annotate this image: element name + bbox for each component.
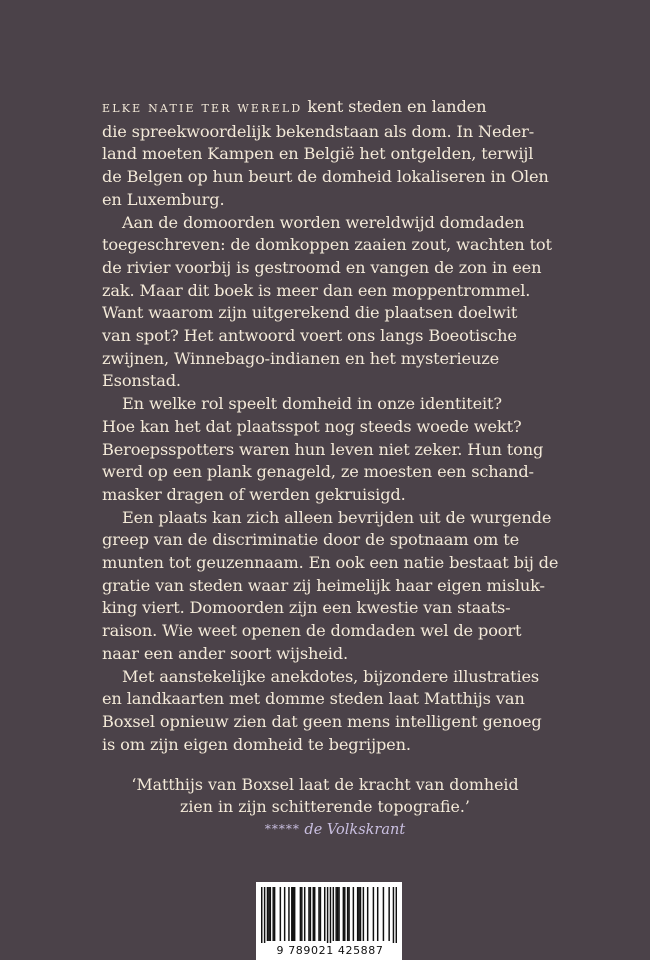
barcode-bar: [314, 887, 315, 941]
text-line: Aan de domoorden worden wereldwijd domdaden: [122, 212, 525, 232]
barcode-bar: [267, 887, 268, 941]
barcode-bar: [383, 887, 384, 941]
quote-source: [0, 818, 650, 841]
text-line: raison. Wie weet openen de domdaden wel de poort: [102, 621, 522, 641]
paragraph-domdaden: [102, 212, 560, 394]
intro-line: die spreekwoordelijk bekendstaan als dom. In Neder-: [102, 121, 535, 141]
text-line: munten tot geuzennaam. En ook een natie bestaat bij de: [102, 553, 559, 573]
isbn-number: 9 789021 425887: [276, 944, 384, 957]
barcode-bar: [363, 887, 364, 941]
barcode-bar: [261, 887, 262, 943]
barcode-bar: [396, 887, 397, 943]
barcode-bar: [268, 887, 269, 941]
barcode-bar: [313, 887, 314, 941]
barcode-bar: [388, 887, 389, 941]
quote-line: ‘Matthijs van Boxsel laat de kracht van domheid: [131, 775, 519, 794]
rating-stars: *****: [264, 822, 300, 836]
barcode-bar: [294, 887, 295, 941]
barcode-bar: [353, 887, 354, 941]
isbn-barcode: [256, 882, 402, 960]
barcode-bar: [270, 887, 271, 941]
barcode-bar: [308, 887, 309, 941]
barcode-bar: [348, 887, 349, 941]
barcode-bar: [343, 887, 344, 941]
barcode-bar: [284, 887, 285, 941]
text-line: naar een ander soort wijsheid.: [102, 643, 348, 663]
text-line: Esonstad.: [102, 371, 181, 391]
barcode-bar: [338, 887, 339, 941]
text-line: van spot? Het antwoord voert ons langs Boeotische: [102, 326, 517, 346]
text-line: masker dragen of werden gekruisigd.: [102, 484, 406, 504]
source-name: de Volkskrant: [304, 822, 406, 838]
text-line: greep van de discriminatie door de spotnaam om te: [102, 530, 520, 550]
barcode-bar: [327, 887, 328, 943]
barcode-bar: [367, 887, 368, 941]
barcode-bar: [324, 887, 325, 941]
barcode-bar: [337, 887, 338, 941]
paragraph-anekdotes: [102, 666, 560, 757]
barcode-bar: [272, 887, 273, 941]
barcode-bar: [320, 887, 321, 941]
barcode-bar: [373, 887, 374, 941]
intro-line: de Belgen op hun beurt de domheid lokaliseren in Olen: [102, 167, 549, 187]
barcode-bar: [330, 887, 331, 943]
text-line: Met aanstekelijke anekdotes, bijzondere illustraties: [122, 666, 540, 686]
text-line: Want waarom zijn uitgerekend die plaatsen doelwit: [102, 303, 518, 323]
barcode-bar: [358, 887, 359, 941]
paragraph-identiteit: [102, 393, 560, 507]
barcode-bar: [292, 887, 293, 941]
text-line: toegeschreven: de domkoppen zaaien zout, wachten tot: [102, 235, 552, 255]
text-line: de rivier voorbij is gestroomd en vangen de zon in een: [102, 257, 542, 277]
barcode-bar: [304, 887, 305, 941]
barcode-bar: [318, 887, 319, 941]
back-cover-blurb: [102, 96, 560, 756]
barcode-bar: [274, 887, 275, 941]
barcode-bar: [300, 887, 301, 941]
intro-line: en Luxemburg.: [102, 189, 225, 209]
text-line: is om zijn eigen domheid te begrijpen.: [102, 734, 411, 754]
text-line: Beroepsspotters waren hun leven niet zeker. Hun tong: [102, 439, 544, 459]
text-line: Een plaats kan zich alleen bevrijden uit de wurgende: [122, 507, 552, 527]
barcode-bar: [291, 887, 292, 941]
barcode-bar: [333, 887, 334, 941]
barcode-bar: [347, 887, 348, 941]
barcode-bar: [377, 887, 378, 941]
barcode-bar: [344, 887, 345, 941]
barcode-bar: [357, 887, 358, 941]
intro-line: kent steden en landen: [302, 97, 487, 116]
text-line: king viert. Domoorden zijn een kwestie van staats-: [102, 598, 511, 618]
quote-line: zien in zijn schitterende topografie.’: [180, 797, 470, 816]
text-line: En welke rol speelt domheid in onze identiteit?: [122, 394, 502, 414]
press-quote: [0, 774, 650, 841]
intro-line: land moeten Kampen en België het ontgelden, terwijl: [102, 144, 534, 164]
lead-small-caps: ELKE NATIE TER WERELD: [102, 102, 303, 115]
barcode-bar: [264, 887, 265, 943]
barcode-bar: [288, 887, 289, 941]
barcode-bar: [360, 887, 361, 941]
barcode-bar: [393, 887, 394, 943]
text-line: gratie van steden waar zij heimelijk haar eigen misluk-: [102, 575, 545, 595]
barcode-bar: [335, 887, 336, 941]
barcode-bar: [280, 887, 281, 941]
text-line: en landkaarten met domme steden laat Matthijs van: [102, 689, 525, 709]
text-line: Boxsel opnieuw zien dat geen mens intelligent genoeg: [102, 711, 542, 731]
barcode-bar: [301, 887, 302, 941]
paragraph-geuzennaam: [102, 507, 560, 666]
text-line: zak. Maar dit boek is meer dan een moppentrommel.: [102, 280, 531, 300]
text-line: zwijnen, Winnebago-indianen en het mysterieuze: [102, 348, 500, 368]
barcode-bar: [310, 887, 311, 941]
text-line: werd op een plank genageld, ze moesten een schand-: [102, 462, 534, 482]
intro-paragraph: [102, 96, 560, 212]
text-line: Hoe kan het dat plaatsspot nog steeds woede wekt?: [102, 416, 522, 436]
barcode-bars: [261, 887, 397, 943]
